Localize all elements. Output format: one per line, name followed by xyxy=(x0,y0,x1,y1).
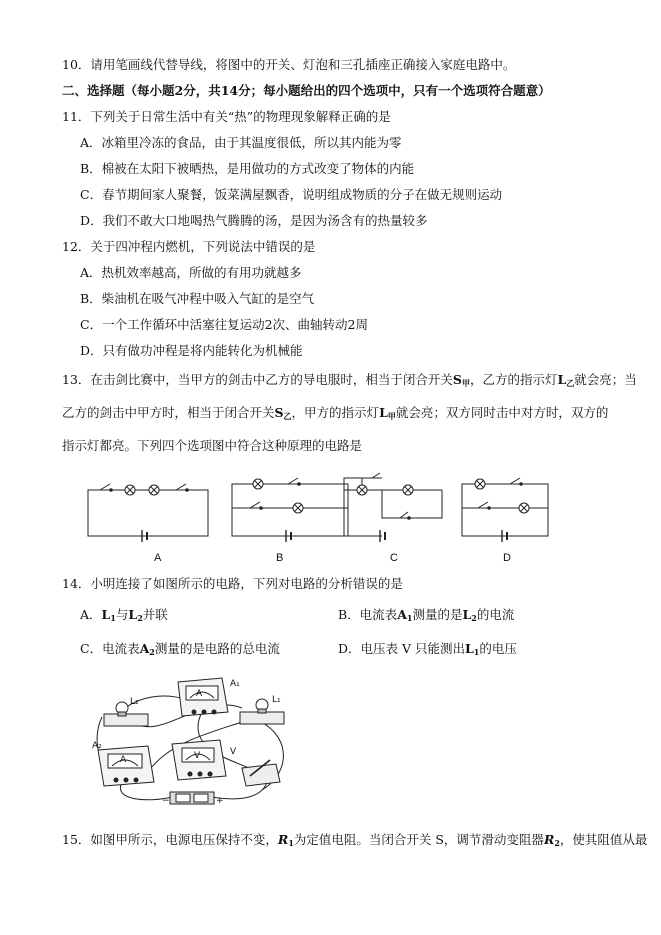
q13-label-a: A xyxy=(154,552,162,564)
circuit-a xyxy=(88,484,208,542)
question-10: 10．请用笔画线代替导线，将图中的开关、灯泡和三孔插座正确接入家庭电路中。 xyxy=(62,57,516,72)
q11-option-a: A．冰箱里冷冻的食品，由于其温度很低，所以其内能为零 xyxy=(80,135,402,150)
battery xyxy=(170,792,214,804)
circuit-d xyxy=(462,478,548,542)
question-11-stem: 11．下列关于日常生活中有关“热”的物理现象解释正确的是 xyxy=(62,109,391,124)
label-l1: L₁ xyxy=(272,695,281,705)
label-a2: A₂ xyxy=(92,741,102,751)
question-13-line-1: 13．在击剑比赛中，当甲方的剑击中乙方的导电服时，相当于闭合开关$S_甲$，乙方的指示灯$L_乙$就会亮；当 xyxy=(62,372,637,388)
question-12-stem: 12．关于四冲程内燃机，下列说法中错误的是 xyxy=(62,239,316,254)
label-l2: L₂ xyxy=(130,697,139,707)
circuit-b xyxy=(232,478,348,542)
q14-option-d: D．电压表 V 只能测出$L_1$的电压 xyxy=(338,641,517,657)
label-a-meter: A xyxy=(120,755,127,765)
label-v: V xyxy=(230,747,237,757)
q11-option-c: C．春节期间家人聚餐，饭菜满屋飘香，说明组成物质的分子在做无规则运动 xyxy=(80,187,503,202)
q13-label-b: B xyxy=(276,552,284,564)
q14-circuit-apparatus-figure xyxy=(92,672,302,810)
switch xyxy=(242,760,280,786)
label-a-top: A xyxy=(196,689,203,699)
q12-option-c: C．一个工作循环中活塞往复运动2次、曲轴转动2周 xyxy=(80,317,368,332)
circuit-c xyxy=(344,473,442,542)
question-14-stem: 14．小明连接了如图所示的电路，下列对电路的分析错误的是 xyxy=(62,576,403,591)
question-13-line-2: 乙方的剑击中甲方时，相当于闭合开关$S_乙$，甲方的指示灯$L_甲$就会亮；双方同时击中对方时，双方的 xyxy=(62,405,609,421)
q12-option-b: B．柴油机在吸气冲程中吸入气缸的是空气 xyxy=(80,291,315,306)
ammeter-a-top xyxy=(178,678,228,716)
q12-option-a: A．热机效率越高，所做的有用功就越多 xyxy=(80,265,302,280)
ammeter-a2 xyxy=(98,746,154,786)
q13-circuit-diagrams xyxy=(80,472,570,544)
question-15-line-1: 15．如图甲所示，电源电压保持不变，$R_1$为定值电阻。当闭合开关 S，调节滑动变阻器$R_2$，使其阻值从最 xyxy=(62,832,648,848)
label-battery-minus: − xyxy=(162,796,170,806)
q13-label-c: C xyxy=(390,552,398,564)
q11-option-b: B．棉被在太阳下被晒热，是用做功的方式改变了物体的内能 xyxy=(80,161,415,176)
q11-option-d: D．我们不敢大口地喝热气腾腾的汤，是因为汤含有的热量较多 xyxy=(80,213,428,228)
label-v-meter: V xyxy=(194,751,201,761)
q13-label-d: D xyxy=(503,552,511,564)
label-battery-plus: + xyxy=(216,796,224,806)
q14-option-b: B．电流表$A_1$测量的是$L_2$的电流 xyxy=(338,607,515,623)
label-a1: A₁ xyxy=(230,679,240,689)
section-2-heading: 二、选择题（每小题2分，共14分；每小题给出的四个选项中，只有一个选项符合题意） xyxy=(62,83,551,98)
q12-option-d: D．只有做功冲程是将内能转化为机械能 xyxy=(80,343,303,358)
question-13-line-3: 指示灯都亮。下列四个选项图中符合这种原理的电路是 xyxy=(62,438,363,453)
q14-option-c: C．电流表$A_2$测量的是电路的总电流 xyxy=(80,641,280,657)
q14-option-a: A．$L_1$与$L_2$并联 xyxy=(80,607,168,623)
bulb-l2 xyxy=(104,702,148,726)
